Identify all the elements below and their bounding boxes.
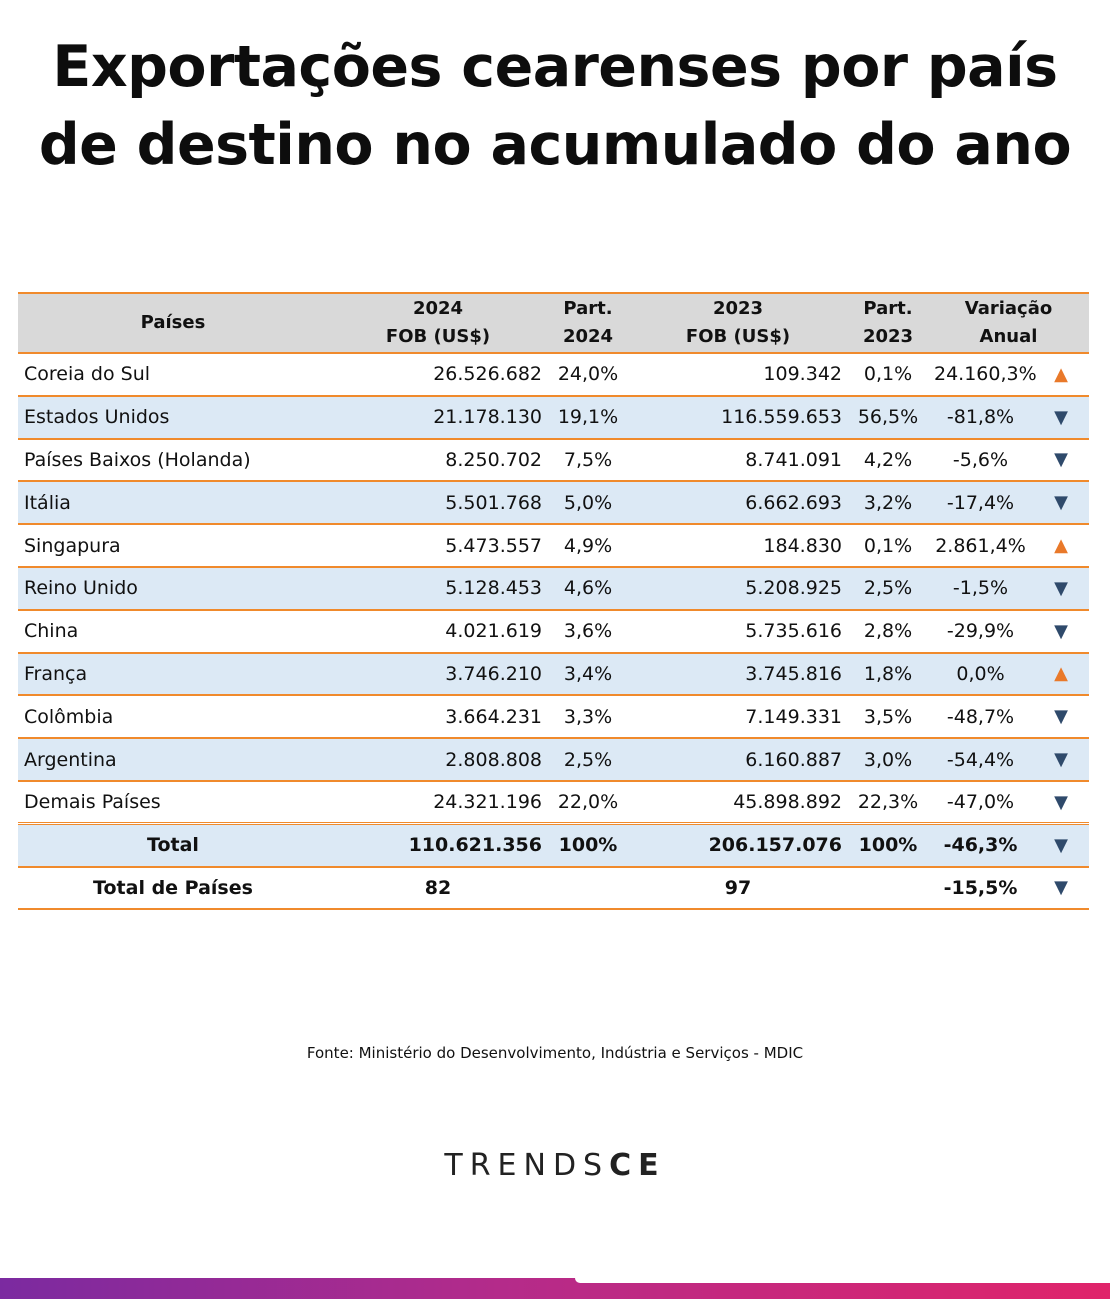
header-variation-sub: Anual — [979, 326, 1038, 347]
fob-2024-cell: 4.021.619 — [328, 610, 548, 653]
header-part-2023-label: Part. — [863, 298, 913, 319]
title-line-1: Exportações cearenses por país — [52, 34, 1058, 100]
table-row — [18, 439, 1089, 482]
table-row — [18, 738, 1089, 781]
bottom-bar-notch — [575, 1278, 1110, 1283]
fob-2024-cell: 26.526.682 — [328, 353, 548, 396]
header-part-2024-year: 2024 — [562, 326, 614, 347]
arrow-up-icon: ▲ — [1033, 524, 1089, 567]
arrow-up-icon: ▲ — [1033, 653, 1089, 696]
arrow-down-icon: ▼ — [1033, 396, 1089, 439]
header-fob-2024-unit: FOB (US$) — [385, 326, 491, 347]
table-row — [18, 396, 1089, 439]
table-row — [18, 781, 1089, 824]
table-row — [18, 481, 1089, 524]
exports-table — [18, 292, 1089, 910]
table-row — [18, 610, 1089, 653]
logo-text-ce: CE — [609, 1148, 666, 1183]
arrow-down-icon: ▼ — [1033, 781, 1089, 824]
country-cell: Estados Unidos — [18, 396, 328, 439]
variation-cell: 0,0% — [928, 653, 1033, 696]
part-2023-cell: 4,2% — [848, 439, 928, 482]
part-2023-cell: 56,5% — [848, 396, 928, 439]
fob-2023-cell: 116.559.653 — [628, 396, 848, 439]
fob-2024-cell: 3.746.210 — [328, 653, 548, 696]
variation-cell: 24.160,3% — [928, 353, 1033, 396]
part-2023-cell: 1,8% — [848, 653, 928, 696]
fob-2024-cell: 21.178.130 — [328, 396, 548, 439]
country-cell: Argentina — [18, 738, 328, 781]
table-row — [18, 567, 1089, 610]
part-2024-cell: 24,0% — [548, 353, 628, 396]
variation-cell: -54,4% — [928, 738, 1033, 781]
arrow-down-icon: ▼ — [1033, 695, 1089, 738]
fob-2024-cell: 5.501.768 — [328, 481, 548, 524]
part-2024-cell: 3,4% — [548, 653, 628, 696]
fob-2023-cell: 6.160.887 — [628, 738, 848, 781]
header-part-2023 — [848, 293, 928, 353]
fob-2023-cell: 5.735.616 — [628, 610, 848, 653]
part-2024-cell: 7,5% — [548, 439, 628, 482]
country-count-part-2024 — [548, 867, 628, 910]
part-2024-cell: 4,9% — [548, 524, 628, 567]
header-fob-2023-year: 2023 — [712, 298, 764, 319]
arrow-up-icon: ▲ — [1033, 353, 1089, 396]
fob-2024-cell: 5.473.557 — [328, 524, 548, 567]
part-2023-cell: 0,1% — [848, 353, 928, 396]
header-part-2023-year: 2023 — [862, 326, 914, 347]
part-2023-cell: 0,1% — [848, 524, 928, 567]
part-2024-cell: 5,0% — [548, 481, 628, 524]
logo-text-trends: TRENDS — [444, 1148, 610, 1183]
part-2023-cell: 3,0% — [848, 738, 928, 781]
bottom-gradient-bar — [0, 1278, 1110, 1299]
variation-cell: -1,5% — [928, 567, 1033, 610]
variation-cell: -81,8% — [928, 396, 1033, 439]
fob-2024-cell: 2.808.808 — [328, 738, 548, 781]
header-fob-2024 — [328, 293, 548, 353]
country-cell: Singapura — [18, 524, 328, 567]
title-line-2: de destino no acumulado do ano — [38, 112, 1072, 178]
total-label: Total — [18, 824, 328, 867]
variation-cell: -47,0% — [928, 781, 1033, 824]
total-fob-2023: 206.157.076 — [628, 824, 848, 867]
brand-logo — [0, 1148, 1110, 1183]
variation-cell: 2.861,4% — [928, 524, 1033, 567]
variation-cell: -29,9% — [928, 610, 1033, 653]
total-part-2023: 100% — [848, 824, 928, 867]
total-part-2024: 100% — [548, 824, 628, 867]
country-cell: Coreia do Sul — [18, 353, 328, 396]
arrow-down-icon: ▼ — [1033, 567, 1089, 610]
country-count-label: Total de Países — [18, 867, 328, 910]
arrow-down-icon: ▼ — [1033, 824, 1089, 867]
variation-cell: -48,7% — [928, 695, 1033, 738]
header-variation — [928, 293, 1089, 353]
header-country: Países — [18, 293, 328, 353]
header-variation-label: Variação — [964, 298, 1053, 319]
arrow-down-icon: ▼ — [1033, 481, 1089, 524]
table-row — [18, 353, 1089, 396]
fob-2023-cell: 184.830 — [628, 524, 848, 567]
table-header-row — [18, 293, 1089, 353]
part-2023-cell: 3,5% — [848, 695, 928, 738]
fob-2024-cell: 3.664.231 — [328, 695, 548, 738]
fob-2023-cell: 8.741.091 — [628, 439, 848, 482]
variation-cell: -5,6% — [928, 439, 1033, 482]
part-2023-cell: 2,8% — [848, 610, 928, 653]
header-fob-2023 — [628, 293, 848, 353]
country-count-row — [18, 867, 1089, 910]
variation-cell: -17,4% — [928, 481, 1033, 524]
header-part-2024 — [548, 293, 628, 353]
table-row — [18, 524, 1089, 567]
fob-2024-cell: 8.250.702 — [328, 439, 548, 482]
country-cell: Demais Países — [18, 781, 328, 824]
source-note: Fonte: Ministério do Desenvolvimento, Indústria e Serviços - MDIC — [306, 1044, 804, 1062]
part-2023-cell: 22,3% — [848, 781, 928, 824]
total-fob-2024: 110.621.356 — [328, 824, 548, 867]
total-row — [18, 824, 1089, 867]
part-2024-cell: 3,3% — [548, 695, 628, 738]
part-2024-cell: 19,1% — [548, 396, 628, 439]
country-count-part-2023 — [848, 867, 928, 910]
part-2024-cell: 22,0% — [548, 781, 628, 824]
country-cell: Itália — [18, 481, 328, 524]
total-variation: -46,3% — [928, 824, 1033, 867]
header-fob-2023-unit: FOB (US$) — [685, 326, 791, 347]
country-count-2024: 82 — [328, 867, 548, 910]
fob-2023-cell: 3.745.816 — [628, 653, 848, 696]
fob-2023-cell: 6.662.693 — [628, 481, 848, 524]
arrow-down-icon: ▼ — [1033, 610, 1089, 653]
country-cell: Países Baixos (Holanda) — [18, 439, 328, 482]
country-count-2023: 97 — [628, 867, 848, 910]
fob-2023-cell: 45.898.892 — [628, 781, 848, 824]
page-title — [0, 28, 1110, 184]
country-count-variation: -15,5% — [928, 867, 1033, 910]
fob-2024-cell: 5.128.453 — [328, 567, 548, 610]
arrow-down-icon: ▼ — [1033, 867, 1089, 910]
header-fob-2024-year: 2024 — [412, 298, 464, 319]
arrow-down-icon: ▼ — [1033, 439, 1089, 482]
table-row — [18, 653, 1089, 696]
country-cell: França — [18, 653, 328, 696]
header-part-2024-label: Part. — [563, 298, 613, 319]
part-2024-cell: 4,6% — [548, 567, 628, 610]
fob-2023-cell: 109.342 — [628, 353, 848, 396]
country-cell: Colômbia — [18, 695, 328, 738]
part-2024-cell: 3,6% — [548, 610, 628, 653]
fob-2023-cell: 7.149.331 — [628, 695, 848, 738]
part-2023-cell: 2,5% — [848, 567, 928, 610]
part-2024-cell: 2,5% — [548, 738, 628, 781]
country-cell: China — [18, 610, 328, 653]
part-2023-cell: 3,2% — [848, 481, 928, 524]
fob-2024-cell: 24.321.196 — [328, 781, 548, 824]
table-row — [18, 695, 1089, 738]
country-cell: Reino Unido — [18, 567, 328, 610]
arrow-down-icon: ▼ — [1033, 738, 1089, 781]
fob-2023-cell: 5.208.925 — [628, 567, 848, 610]
